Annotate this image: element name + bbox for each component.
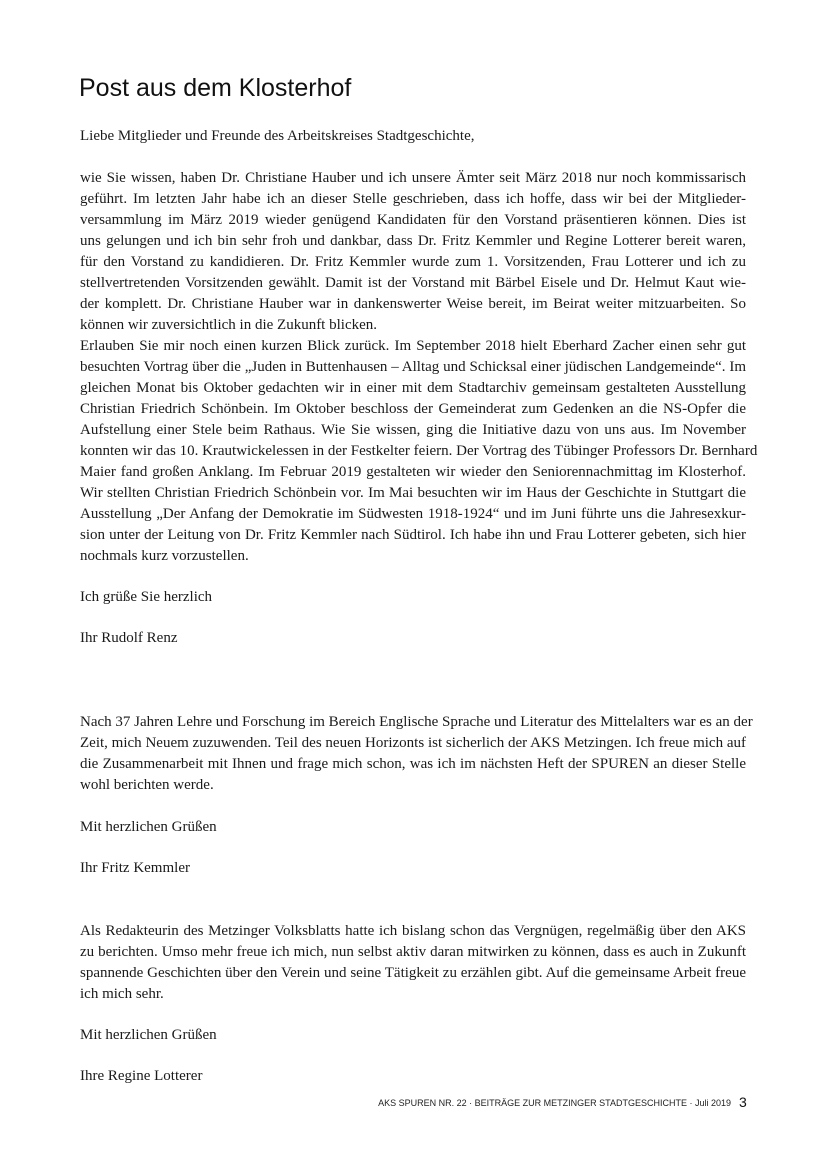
signature: Ihr Fritz Kemmler: [80, 860, 190, 876]
text-line: wie Sie wissen, haben Dr. Christiane Hauber und ich unsere Ämter seit März 2018 nur noch kommissarisch: [80, 170, 746, 186]
text-line: ich mich sehr.: [80, 986, 164, 1002]
text-line: Erlauben Sie mir noch einen kurzen Blick zurück. Im September 2018 hielt Eberhard Zacher einen sehr gut: [80, 338, 746, 354]
text-line: sion unter der Leitung von Dr. Fritz Kemmler nach Südtirol. Ich habe ihn und Frau Lotterer gebeten, sich hier: [80, 527, 746, 543]
text-line: konnten wir das 10. Krautwickelessen in der Festkelter feiern. Der Vortrag des Tübinger Professors Dr. Bernhard: [80, 443, 758, 459]
text-line: uns gelungen und ich bin sehr froh und dankbar, dass Dr. Fritz Kemmler und Regine Lotterer bereit waren,: [80, 233, 746, 249]
text-line: Aufstellung einer Stele beim Rathaus. Wie Sie wissen, ging die Initiative dazu von uns aus. Im November: [80, 422, 746, 438]
text-line: für den Vorstand zu kandidieren. Dr. Fritz Kemmler wurde zum 1. Vorsitzenden, Frau Lotterer und ich zu: [80, 254, 746, 270]
footer-text: AKS SPUREN NR. 22 · BEITRÄGE ZUR METZINGER STADTGESCHICHTE · Juli 2019: [378, 1098, 731, 1108]
text-line: stellvertretenden Vorsitzenden gewählt. Damit ist der Vorstand mit Bärbel Eisele und Dr. Helmut Kaut wie-: [80, 275, 746, 291]
text-line: nochmals kurz vorzustellen.: [80, 548, 249, 564]
closing: Mit herzlichen Grüßen: [80, 1027, 217, 1043]
text-line: zu berichten. Umso mehr freue ich mich, nun selbst aktiv daran mitwirken zu können, dass es auch in Zukunft: [80, 944, 746, 960]
text-line: Zeit, mich Neuem zuzuwenden. Teil des neuen Horizonts ist sicherlich der AKS Metzingen. Ich freue mich auf: [80, 735, 746, 751]
signature: Ihr Rudolf Renz: [80, 630, 178, 646]
closing: Ich grüße Sie herzlich: [80, 589, 213, 605]
page-number: 3: [739, 1094, 747, 1110]
text-line: besuchten Vortrag über die „Juden in Buttenhausen – Alltag und Schicksal einer jüdischen Landgemeinde“. Im: [80, 359, 746, 375]
salutation: Liebe Mitglieder und Freunde des Arbeitskreises Stadtgeschichte,: [80, 128, 475, 144]
text-line: Nach 37 Jahren Lehre und Forschung im Bereich Englische Sprache und Literatur des Mittelalters war es an der: [80, 714, 753, 730]
text-line: versammlung im März 2019 wieder genügend Kandidaten für den Vorstand präsentieren können. Dies ist: [80, 212, 746, 228]
text-line: Ausstellung „Der Anfang der Demokratie im Südwesten 1918-1924“ und im Juni führte uns die Jahresexkur-: [80, 506, 746, 522]
text-line: die Zusammenarbeit mit Ihnen und frage mich schon, was ich im nächsten Heft der SPUREN an dieser Stelle: [80, 756, 746, 772]
page-title: Post aus dem Klosterhof: [79, 74, 352, 102]
text-line: gleichen Monat bis Oktober gedachten wir in einer mit dem Stadtarchiv gemeinsam gestalteten Ausstellung: [80, 380, 746, 396]
signature: Ihre Regine Lotterer: [80, 1068, 203, 1084]
text-line: Als Redakteurin des Metzinger Volksblatts hatte ich bislang schon das Vergnügen, regelmäßig über den AKS: [80, 923, 746, 939]
text-line: der komplett. Dr. Christiane Hauber war in dankenswerter Weise bereit, im Beirat weiter mitzuarbeiten. So: [80, 296, 746, 312]
text-line: können wir zuversichtlich in die Zukunft blicken.: [80, 317, 378, 333]
text-line: Wir stellten Christian Friedrich Schönbein vor. Im Mai besuchten wir im Haus der Geschichte in Stuttgart die: [80, 485, 746, 501]
text-line: Maier fand großen Anklang. Im Februar 2019 gestalteten wir wieder den Seniorennachmittag im Klosterhof.: [80, 464, 746, 480]
text-line: geführt. Im letzten Jahr habe ich an dieser Stelle geschrieben, dass ich hoffe, dass wir bei der Mitglieder-: [80, 191, 746, 207]
text-line: spannende Geschichten über den Verein und seine Tätigkeit zu erzählen gibt. Auf die gemeinsame Arbeit freue: [80, 965, 746, 981]
closing: Mit herzlichen Grüßen: [80, 819, 217, 835]
text-line: Christian Friedrich Schönbein. Im Oktober beschloss der Gemeinderat zum Gedenken an die NS-Opfer die: [80, 401, 746, 417]
text-line: wohl berichten werde.: [80, 777, 214, 793]
